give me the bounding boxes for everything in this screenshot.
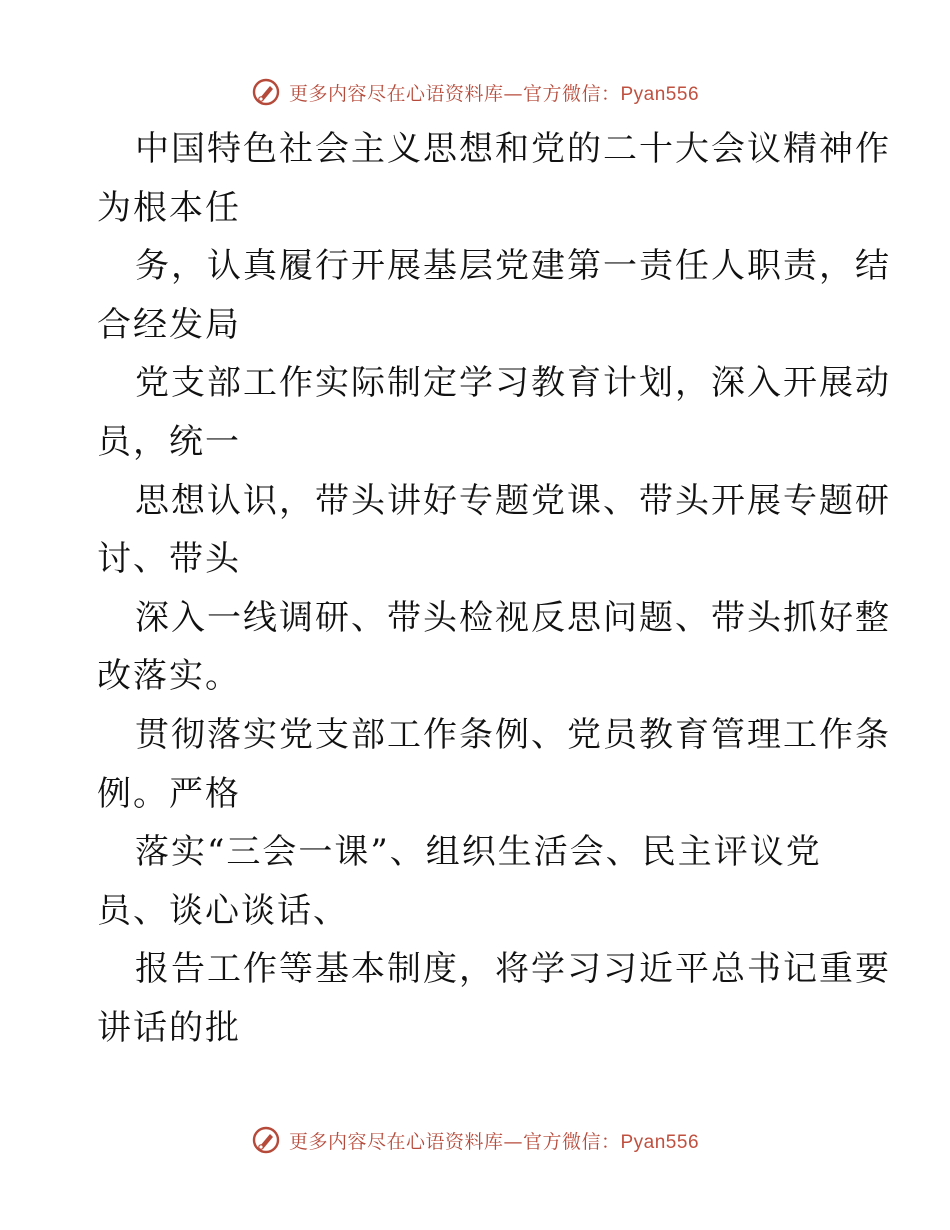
body-line: 改落实。 [97,656,241,697]
body-line: 为根本任 [97,187,241,228]
body-line: 党支部工作实际制定学习教育计划，深入开展动 [135,363,891,404]
watermark-text: 更多内容尽在心语资料库—官方微信：Pyan556 [288,82,700,105]
document-body [97,120,891,1058]
body-line: 合经发局 [97,304,241,345]
body-line: 中国特色社会主义思想和党的二十大会议精神作 [135,129,891,169]
footer-watermark [0,1120,950,1160]
body-line: 讨、带头 [97,539,241,580]
body-line: 员，统一 [97,421,241,462]
body-line: 深入一线调研、带头检视反思问题、带头抓好整 [135,597,891,638]
pen-logo-icon [251,77,281,107]
body-line: 落实“三会一课”、组织生活会、民主评议党 [135,832,822,873]
watermark-account: Pyan556 [620,83,700,105]
body-line: 例。严格 [97,773,241,814]
header-watermark [0,72,950,112]
pen-logo-icon [251,1125,281,1155]
body-line: 务，认真履行开展基层党建第一责任人职责，结 [135,246,891,287]
watermark-account: Pyan556 [620,1131,700,1153]
watermark-text: 更多内容尽在心语资料库—官方微信：Pyan556 [288,1130,700,1153]
body-line: 报告工作等基本制度，将学习习近平总书记重要 [135,949,891,990]
body-line: 员、谈心谈话、 [97,890,349,931]
body-line: 思想认识，带头讲好专题党课、带头开展专题研 [135,480,891,521]
body-line: 贯彻落实党支部工作条例、党员教育管理工作条 [135,714,891,755]
body-line: 讲话的批 [97,1007,241,1048]
